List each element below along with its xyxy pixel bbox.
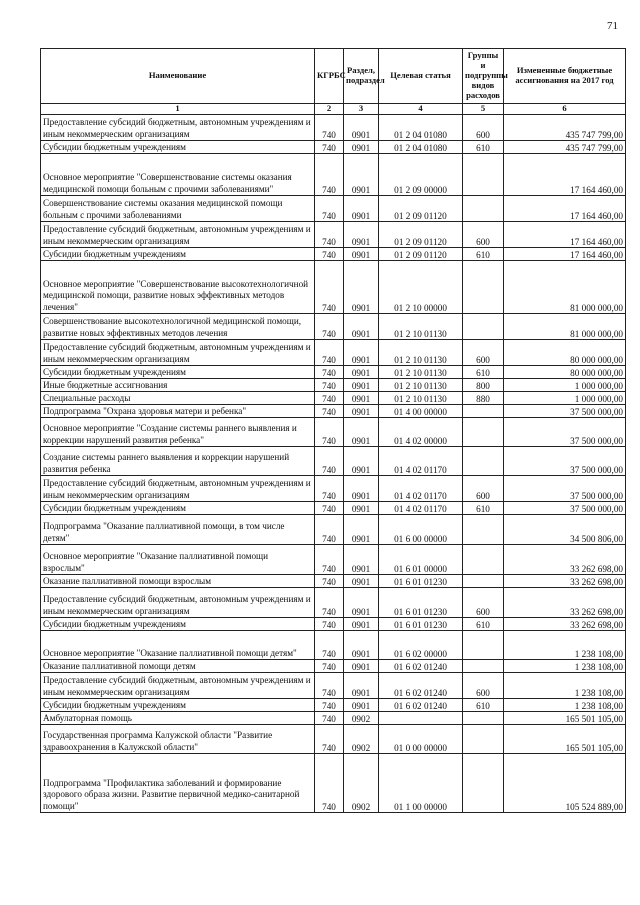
row-section: 0901	[344, 545, 379, 575]
table-row	[41, 673, 626, 699]
row-kgrbs: 740	[315, 392, 344, 405]
row-amount: 81 000 000,00	[504, 314, 626, 340]
row-target: 01 2 10 01130	[379, 379, 463, 392]
row-kgrbs: 740	[315, 618, 344, 631]
header-number: 4	[379, 104, 463, 115]
table-row	[41, 476, 626, 502]
row-group: 600	[463, 340, 504, 366]
row-target: 01 6 00 00000	[379, 515, 463, 545]
row-name: Предоставление субсидий бюджетным, автономным учреждениям и иным некоммерческим организациям	[41, 115, 315, 141]
header-amount: Измененные бюджетные ассигнования на 2017 год	[504, 49, 626, 104]
row-kgrbs: 740	[315, 222, 344, 248]
row-kgrbs: 740	[315, 631, 344, 660]
table-row	[41, 261, 626, 314]
table-row	[41, 502, 626, 515]
header-number: 6	[504, 104, 626, 115]
table-row	[41, 660, 626, 673]
row-amount: 435 747 799,00	[504, 115, 626, 141]
row-section: 0901	[344, 366, 379, 379]
row-name: Специальные расходы	[41, 392, 315, 405]
row-section: 0901	[344, 502, 379, 515]
row-kgrbs: 740	[315, 405, 344, 418]
row-group: 610	[463, 699, 504, 712]
table-row	[41, 712, 626, 725]
row-section: 0901	[344, 660, 379, 673]
row-group	[463, 660, 504, 673]
row-name: Оказание паллиативной помощи взрослым	[41, 575, 315, 588]
table-row	[41, 340, 626, 366]
table-row	[41, 725, 626, 754]
row-amount: 435 747 799,00	[504, 141, 626, 154]
row-name: Предоставление субсидий бюджетным, автономным учреждениям и иным некоммерческим организациям	[41, 476, 315, 502]
page-number: 71	[607, 20, 618, 32]
row-target: 01 6 01 01230	[379, 575, 463, 588]
row-target: 01 6 02 01240	[379, 699, 463, 712]
row-group: 600	[463, 115, 504, 141]
row-section: 0901	[344, 588, 379, 618]
row-section: 0901	[344, 141, 379, 154]
row-group	[463, 314, 504, 340]
row-kgrbs: 740	[315, 340, 344, 366]
row-target: 01 2 09 01120	[379, 196, 463, 222]
row-group	[463, 261, 504, 314]
row-amount: 17 164 460,00	[504, 248, 626, 261]
row-amount: 1 000 000,00	[504, 392, 626, 405]
table-row	[41, 115, 626, 141]
row-amount: 17 164 460,00	[504, 196, 626, 222]
row-group: 880	[463, 392, 504, 405]
row-group	[463, 631, 504, 660]
row-amount: 37 500 000,00	[504, 476, 626, 502]
header-target: Целевая статья	[379, 49, 463, 104]
row-name: Иные бюджетные ассигнования	[41, 379, 315, 392]
row-amount: 105 524 889,00	[504, 754, 626, 813]
row-target: 01 4 02 00000	[379, 418, 463, 447]
row-name: Основное мероприятие "Совершенствование высокотехнологичной медицинской помощи, развитие новых эффективных методов лечения"	[41, 261, 315, 314]
row-target	[379, 712, 463, 725]
row-kgrbs: 740	[315, 196, 344, 222]
header-groups: Группы и подгруппы видов расходов	[463, 49, 504, 104]
row-kgrbs: 740	[315, 660, 344, 673]
row-target: 01 2 04 01080	[379, 141, 463, 154]
row-section: 0901	[344, 154, 379, 196]
table-row	[41, 545, 626, 575]
header-number: 5	[463, 104, 504, 115]
table-row	[41, 447, 626, 476]
row-group	[463, 575, 504, 588]
row-target: 01 2 10 01130	[379, 366, 463, 379]
row-kgrbs: 740	[315, 699, 344, 712]
row-name: Основное мероприятие "Создание системы раннего выявления и коррекции нарушений развития ребенка"	[41, 418, 315, 447]
row-amount: 165 501 105,00	[504, 725, 626, 754]
row-target: 01 6 02 01240	[379, 673, 463, 699]
row-group: 600	[463, 222, 504, 248]
row-section: 0901	[344, 699, 379, 712]
row-kgrbs: 740	[315, 447, 344, 476]
row-kgrbs: 740	[315, 314, 344, 340]
row-target: 01 4 02 01170	[379, 447, 463, 476]
row-amount: 37 500 000,00	[504, 447, 626, 476]
row-group: 610	[463, 141, 504, 154]
row-name: Предоставление субсидий бюджетным, автономным учреждениям и иным некоммерческим организациям	[41, 673, 315, 699]
table-row	[41, 141, 626, 154]
row-kgrbs: 740	[315, 141, 344, 154]
row-amount: 165 501 105,00	[504, 712, 626, 725]
row-section: 0901	[344, 392, 379, 405]
row-name: Подпрограмма "Оказание паллиативной помощи, в том числе детям"	[41, 515, 315, 545]
table-row	[41, 575, 626, 588]
table-row	[41, 588, 626, 618]
row-amount: 1 238 108,00	[504, 660, 626, 673]
row-section: 0901	[344, 673, 379, 699]
row-target: 01 4 00 00000	[379, 405, 463, 418]
row-name: Подпрограмма "Профилактика заболеваний и формирование здорового образа жизни. Развитие первичной медико-санитарной помощи"	[41, 754, 315, 813]
row-group: 610	[463, 502, 504, 515]
row-group: 610	[463, 366, 504, 379]
row-group	[463, 754, 504, 813]
table-row	[41, 314, 626, 340]
row-kgrbs: 740	[315, 476, 344, 502]
row-target: 01 2 10 00000	[379, 261, 463, 314]
row-section: 0901	[344, 575, 379, 588]
row-amount: 1 238 108,00	[504, 699, 626, 712]
row-section: 0901	[344, 261, 379, 314]
row-section: 0901	[344, 476, 379, 502]
table-row	[41, 196, 626, 222]
row-target: 01 2 09 01120	[379, 248, 463, 261]
header-section: Раздел, подраздел	[344, 49, 379, 104]
table-row	[41, 618, 626, 631]
row-amount: 37 500 000,00	[504, 405, 626, 418]
row-amount: 37 500 000,00	[504, 502, 626, 515]
row-name: Субсидии бюджетным учреждениям	[41, 248, 315, 261]
table-row	[41, 392, 626, 405]
row-section: 0901	[344, 340, 379, 366]
row-target: 01 2 04 01080	[379, 115, 463, 141]
row-amount: 37 500 000,00	[504, 418, 626, 447]
row-name: Субсидии бюджетным учреждениям	[41, 502, 315, 515]
table-row	[41, 366, 626, 379]
row-kgrbs: 740	[315, 261, 344, 314]
table-row	[41, 699, 626, 712]
row-group	[463, 447, 504, 476]
row-section: 0902	[344, 712, 379, 725]
table-row	[41, 222, 626, 248]
row-name: Создание системы раннего выявления и коррекции нарушений развития ребенка	[41, 447, 315, 476]
row-section: 0901	[344, 405, 379, 418]
table-row	[41, 154, 626, 196]
row-kgrbs: 740	[315, 588, 344, 618]
row-name: Основное мероприятие "Совершенствование системы оказания медицинской помощи больным с прочими заболеваниями"	[41, 154, 315, 196]
row-amount: 80 000 000,00	[504, 340, 626, 366]
row-target: 01 2 10 01130	[379, 392, 463, 405]
row-amount: 33 262 698,00	[504, 545, 626, 575]
row-name: Субсидии бюджетным учреждениям	[41, 366, 315, 379]
row-group	[463, 418, 504, 447]
table-row	[41, 418, 626, 447]
row-section: 0902	[344, 725, 379, 754]
table-row	[41, 379, 626, 392]
row-group	[463, 725, 504, 754]
row-target: 01 6 01 01230	[379, 588, 463, 618]
row-name: Предоставление субсидий бюджетным, автономным учреждениям и иным некоммерческим организациям	[41, 222, 315, 248]
header-number: 1	[41, 104, 315, 115]
row-name: Подпрограмма "Охрана здоровья матери и ребенка"	[41, 405, 315, 418]
row-target: 01 0 00 00000	[379, 725, 463, 754]
row-target: 01 2 09 01120	[379, 222, 463, 248]
row-group: 600	[463, 673, 504, 699]
row-group	[463, 154, 504, 196]
row-kgrbs: 740	[315, 248, 344, 261]
table-row	[41, 631, 626, 660]
row-name: Предоставление субсидий бюджетным, автономным учреждениям и иным некоммерческим организациям	[41, 588, 315, 618]
row-section: 0901	[344, 196, 379, 222]
row-target: 01 4 02 01170	[379, 502, 463, 515]
row-name: Субсидии бюджетным учреждениям	[41, 618, 315, 631]
row-amount: 81 000 000,00	[504, 261, 626, 314]
row-name: Основное мероприятие "Оказание паллиативной помощи взрослым"	[41, 545, 315, 575]
row-kgrbs: 740	[315, 515, 344, 545]
budget-table	[40, 48, 626, 813]
table-row	[41, 405, 626, 418]
row-name: Амбулаторная помощь	[41, 712, 315, 725]
row-group: 600	[463, 588, 504, 618]
row-group: 610	[463, 248, 504, 261]
row-name: Государственная программа Калужской области "Развитие здравоохранения в Калужской области"	[41, 725, 315, 754]
row-section: 0901	[344, 447, 379, 476]
table-row	[41, 754, 626, 813]
row-amount: 1 238 108,00	[504, 673, 626, 699]
row-section: 0901	[344, 418, 379, 447]
row-section: 0901	[344, 631, 379, 660]
row-target: 01 6 01 00000	[379, 545, 463, 575]
header-number-row	[41, 104, 626, 115]
row-section: 0901	[344, 248, 379, 261]
table-row	[41, 515, 626, 545]
row-target: 01 6 01 01230	[379, 618, 463, 631]
row-amount: 1 000 000,00	[504, 379, 626, 392]
row-section: 0901	[344, 618, 379, 631]
row-amount: 17 164 460,00	[504, 222, 626, 248]
row-group	[463, 405, 504, 418]
row-group: 600	[463, 476, 504, 502]
row-kgrbs: 740	[315, 575, 344, 588]
row-amount: 34 500 806,00	[504, 515, 626, 545]
row-kgrbs: 740	[315, 712, 344, 725]
row-group: 800	[463, 379, 504, 392]
row-amount: 1 238 108,00	[504, 631, 626, 660]
header-kgrbs: КГРБС	[315, 49, 344, 104]
row-section: 0901	[344, 379, 379, 392]
row-target: 01 6 02 00000	[379, 631, 463, 660]
row-amount: 33 262 698,00	[504, 618, 626, 631]
row-section: 0901	[344, 115, 379, 141]
row-name: Предоставление субсидий бюджетным, автономным учреждениям и иным некоммерческим организациям	[41, 340, 315, 366]
row-section: 0901	[344, 515, 379, 545]
row-kgrbs: 740	[315, 154, 344, 196]
row-group	[463, 515, 504, 545]
row-kgrbs: 740	[315, 418, 344, 447]
row-group	[463, 545, 504, 575]
row-amount: 17 164 460,00	[504, 154, 626, 196]
row-kgrbs: 740	[315, 379, 344, 392]
row-kgrbs: 740	[315, 545, 344, 575]
row-amount: 33 262 698,00	[504, 575, 626, 588]
row-target: 01 2 10 01130	[379, 340, 463, 366]
row-section: 0901	[344, 314, 379, 340]
table-row	[41, 248, 626, 261]
row-name: Основное мероприятие "Оказание паллиативной помощи детям"	[41, 631, 315, 660]
row-group	[463, 196, 504, 222]
row-name: Субсидии бюджетным учреждениям	[41, 699, 315, 712]
row-target: 01 4 02 01170	[379, 476, 463, 502]
row-group	[463, 712, 504, 725]
row-kgrbs: 740	[315, 725, 344, 754]
row-target: 01 6 02 01240	[379, 660, 463, 673]
header-row	[41, 49, 626, 104]
row-kgrbs: 740	[315, 754, 344, 813]
row-kgrbs: 740	[315, 366, 344, 379]
row-kgrbs: 740	[315, 673, 344, 699]
row-kgrbs: 740	[315, 502, 344, 515]
row-section: 0901	[344, 222, 379, 248]
row-name: Субсидии бюджетным учреждениям	[41, 141, 315, 154]
row-amount: 33 262 698,00	[504, 588, 626, 618]
row-target: 01 2 09 00000	[379, 154, 463, 196]
row-target: 01 1 00 00000	[379, 754, 463, 813]
row-target: 01 2 10 01130	[379, 314, 463, 340]
row-group: 610	[463, 618, 504, 631]
row-section: 0902	[344, 754, 379, 813]
header-number: 3	[344, 104, 379, 115]
row-amount: 80 000 000,00	[504, 366, 626, 379]
header-number: 2	[315, 104, 344, 115]
row-name: Совершенствование системы оказания медицинской помощи больным с прочими заболеваниями	[41, 196, 315, 222]
row-name: Совершенствование высокотехнологичной медицинской помощи, развитие новых эффективных методов лечения	[41, 314, 315, 340]
header-name: Наименование	[41, 49, 315, 104]
row-kgrbs: 740	[315, 115, 344, 141]
row-name: Оказание паллиативной помощи детям	[41, 660, 315, 673]
